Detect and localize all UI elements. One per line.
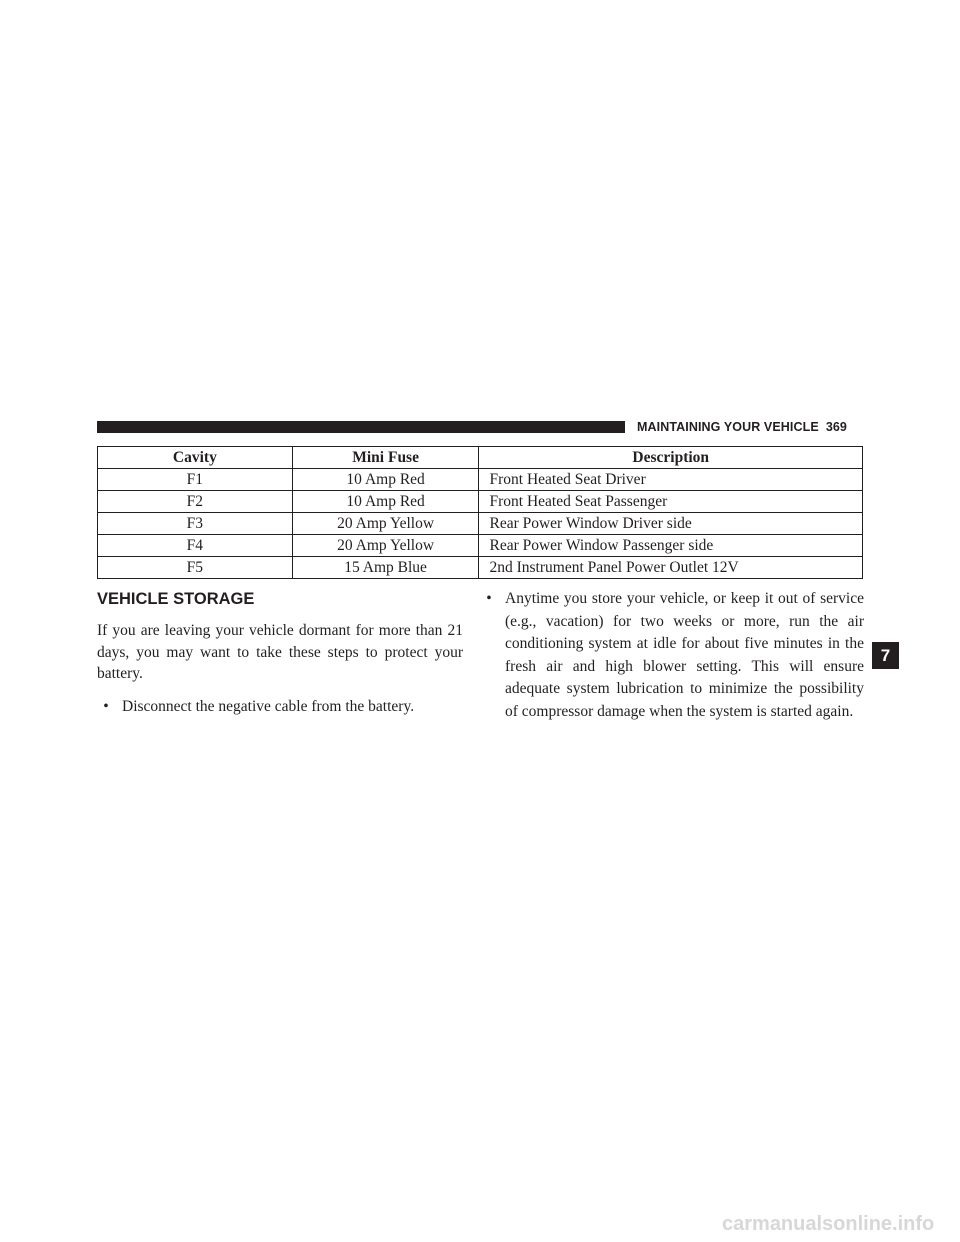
chapter-tab: 7: [872, 642, 899, 669]
fuse-table: [97, 446, 863, 579]
table-row: [98, 513, 863, 535]
description-cell: Rear Power Window Passenger side: [479, 535, 863, 557]
cavity-cell: F2: [98, 491, 293, 513]
cavity-cell: F4: [98, 535, 293, 557]
column-header-description: Description: [479, 447, 863, 469]
cavity-cell: F3: [98, 513, 293, 535]
table-row: [98, 535, 863, 557]
mini-fuse-cell: 10 Amp Red: [292, 491, 479, 513]
bullet-icon: •: [103, 697, 109, 715]
cavity-cell: F5: [98, 557, 293, 579]
description-cell: Front Heated Seat Driver: [479, 469, 863, 491]
intro-paragraph: If you are leaving your vehicle dormant for more than 21 days, you may want to take these steps to protect your battery.: [97, 622, 463, 682]
table-row: [98, 491, 863, 513]
running-header: [637, 418, 867, 436]
bullet-icon: •: [486, 590, 492, 607]
left-column: [97, 620, 463, 717]
description-cell: Rear Power Window Driver side: [479, 513, 863, 535]
description-cell: 2nd Instrument Panel Power Outlet 12V: [479, 557, 863, 579]
cavity-cell: F1: [98, 469, 293, 491]
description-cell: Front Heated Seat Passenger: [479, 491, 863, 513]
mini-fuse-cell: 20 Amp Yellow: [292, 535, 479, 557]
column-header-cavity: Cavity: [98, 447, 293, 469]
header-rule: [97, 421, 625, 433]
list-item: [480, 588, 864, 723]
column-header-mini-fuse: Mini Fuse: [292, 447, 479, 469]
table-row: [98, 557, 863, 579]
section-heading: VEHICLE STORAGE: [97, 590, 255, 608]
mini-fuse-cell: 20 Amp Yellow: [292, 513, 479, 535]
bullet-text: Anytime you store your vehicle, or keep it out of service (e.g., vacation) for two weeks or more, run the air conditioning system at idle for about five minutes in the fresh air and high blower setting. This will ensure adequate system lubrication to minimize the possibility of compressor damage when the system is started again.: [505, 590, 864, 720]
watermark-logo: carmanualsonline.info: [722, 1213, 935, 1235]
bullet-text: Disconnect the negative cable from the battery.: [122, 697, 415, 715]
mini-fuse-cell: 10 Amp Red: [292, 469, 479, 491]
mini-fuse-cell: 15 Amp Blue: [292, 557, 479, 579]
page-number: 369: [825, 420, 847, 434]
list-item: [97, 696, 463, 718]
table-header-row: [98, 447, 863, 469]
right-column: [480, 588, 864, 723]
table-row: [98, 469, 863, 491]
section-title: MAINTAINING YOUR VEHICLE: [637, 420, 819, 434]
